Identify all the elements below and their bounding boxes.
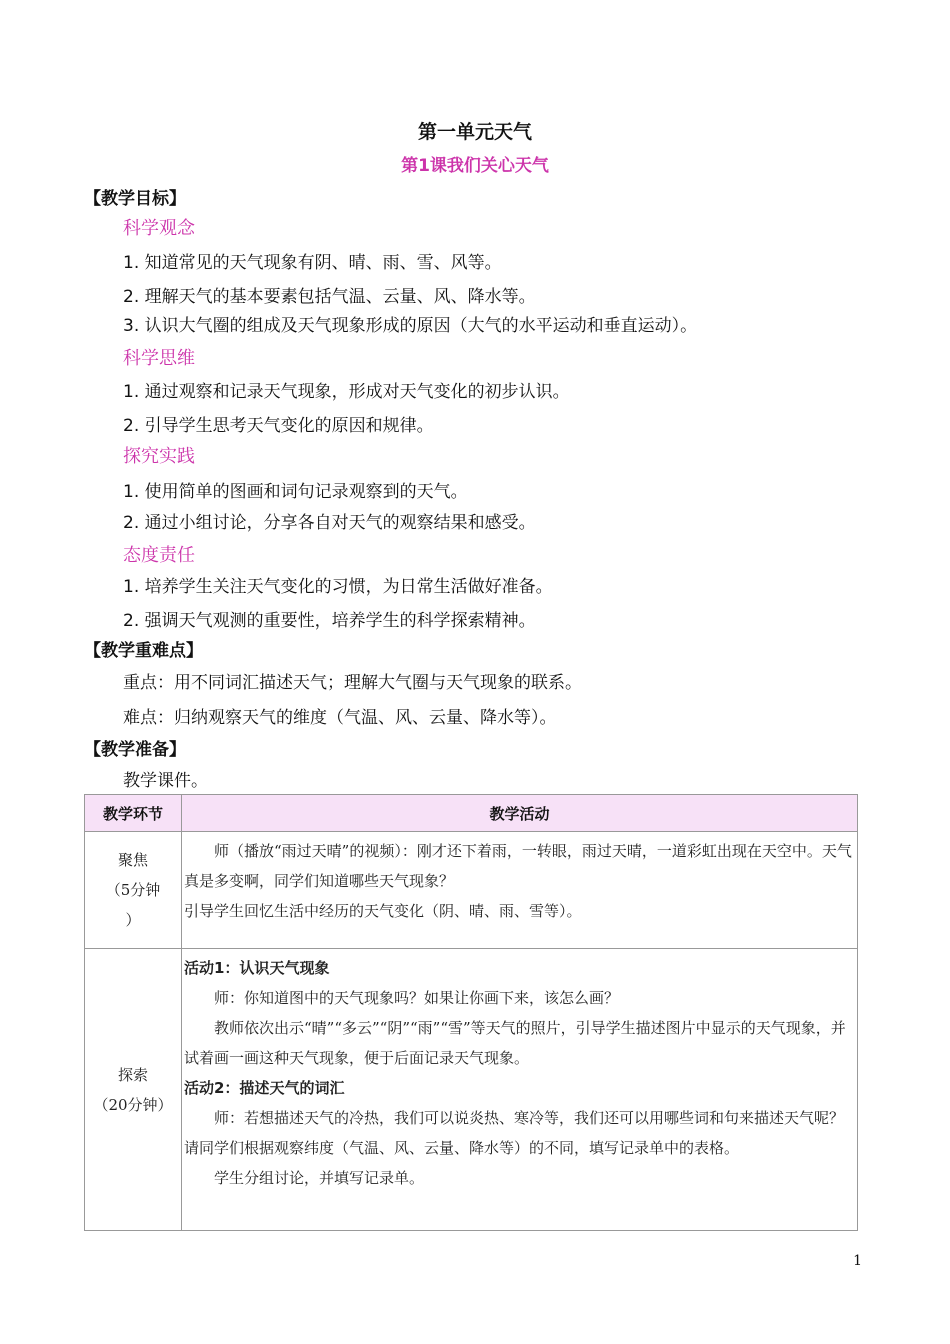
header-stage: 教学环节: [85, 795, 182, 832]
stage-duration-end: ）: [125, 911, 141, 929]
header-activity: 教学活动: [182, 795, 858, 832]
page-number: 1: [853, 1253, 862, 1269]
activity-paragraph: 教师依次出示“晴”“多云”“阴”“雨”“雪”等天气的照片，引导学生描述图片中显示的天气现象，并试着画一画这种天气现象，便于后面记录天气现象。: [184, 1019, 846, 1067]
activity-title: 活动2：描述天气的词汇: [184, 1079, 345, 1097]
preparation-text: 教学课件。: [123, 771, 208, 791]
activity-paragraph: 师：若想描述天气的冷热，我们可以说炎热、寒冷等，我们还可以用哪些词和句来描述天气呢？请同学们根据观察纬度（气温、风、云量、降水等）的不同，填写记录单中的表格。: [184, 1109, 845, 1157]
concept-item: 2. 理解天气的基本要素包括气温、云量、风、降水等。: [123, 287, 536, 307]
stage-duration: （5分钟: [105, 881, 161, 899]
table-header-row: [85, 795, 858, 832]
stage-cell: [85, 949, 182, 1231]
practice-item: 1. 使用简单的图画和词句记录观察到的天气。: [123, 482, 468, 502]
thinking-item: 1. 通过观察和记录天气现象，形成对天气变化的初步认识。: [123, 382, 570, 402]
section-title-thinking: 科学思维: [123, 348, 195, 369]
table-row: [85, 832, 858, 949]
lesson-plan-table: [84, 794, 858, 1231]
table-row: [85, 949, 858, 1231]
attitude-item: 1. 培养学生关注天气变化的习惯，为日常生活做好准备。: [123, 577, 553, 597]
activity-paragraph: 学生分组讨论，并填写记录单。: [214, 1169, 425, 1187]
section-title-concept: 科学观念: [123, 218, 195, 239]
activity-title: 活动1：认识天气现象: [184, 959, 330, 977]
concept-item: 1. 知道常见的天气现象有阴、晴、雨、雪、风等。: [123, 253, 502, 273]
activity-cell: [182, 832, 858, 949]
activity-paragraph: 师：你知道图中的天气现象吗？如果让你画下来，该怎么画？: [214, 989, 620, 1007]
activity-paragraph: 师（播放“雨过天晴”的视频）：刚才还下着雨，一转眼，雨过天晴，一道彩虹出现在天空中。天气真是多变啊，同学们知道哪些天气现象？: [184, 842, 852, 890]
attitude-item: 2. 强调天气观测的重要性，培养学生的科学探索精神。: [123, 611, 536, 631]
unit-title: 第一单元天气: [417, 121, 532, 143]
key-focus: 重点：用不同词汇描述天气；理解大气圈与天气现象的联系。: [123, 673, 582, 693]
stage-duration: （20分钟）: [93, 1095, 173, 1114]
practice-item: 2. 通过小组讨论，分享各自对天气的观察结果和感受。: [123, 513, 536, 533]
stage-cell: [85, 832, 182, 949]
keypoints-heading: 【教学重难点】: [84, 641, 203, 661]
section-title-practice: 探究实践: [123, 446, 195, 467]
thinking-item: 2. 引导学生思考天气变化的原因和规律。: [123, 416, 434, 436]
key-difficulty: 难点：归纳观察天气的维度（气温、风、云量、降水等）。: [123, 708, 557, 728]
stage-name: 探索: [117, 1065, 148, 1084]
section-title-attitude: 态度责任: [123, 545, 195, 566]
stage-name: 聚焦: [117, 851, 148, 869]
lesson-title: 第1课我们关心天气: [401, 156, 549, 176]
preparation-heading: 【教学准备】: [84, 740, 186, 760]
objectives-heading: 【教学目标】: [84, 189, 186, 209]
activity-paragraph: 引导学生回忆生活中经历的天气变化（阴、晴、雨、雪等）。: [184, 902, 582, 920]
activity-cell: [182, 949, 858, 1231]
concept-item: 3. 认识大气圈的组成及天气现象形成的原因（大气的水平运动和垂直运动）。: [123, 316, 698, 336]
